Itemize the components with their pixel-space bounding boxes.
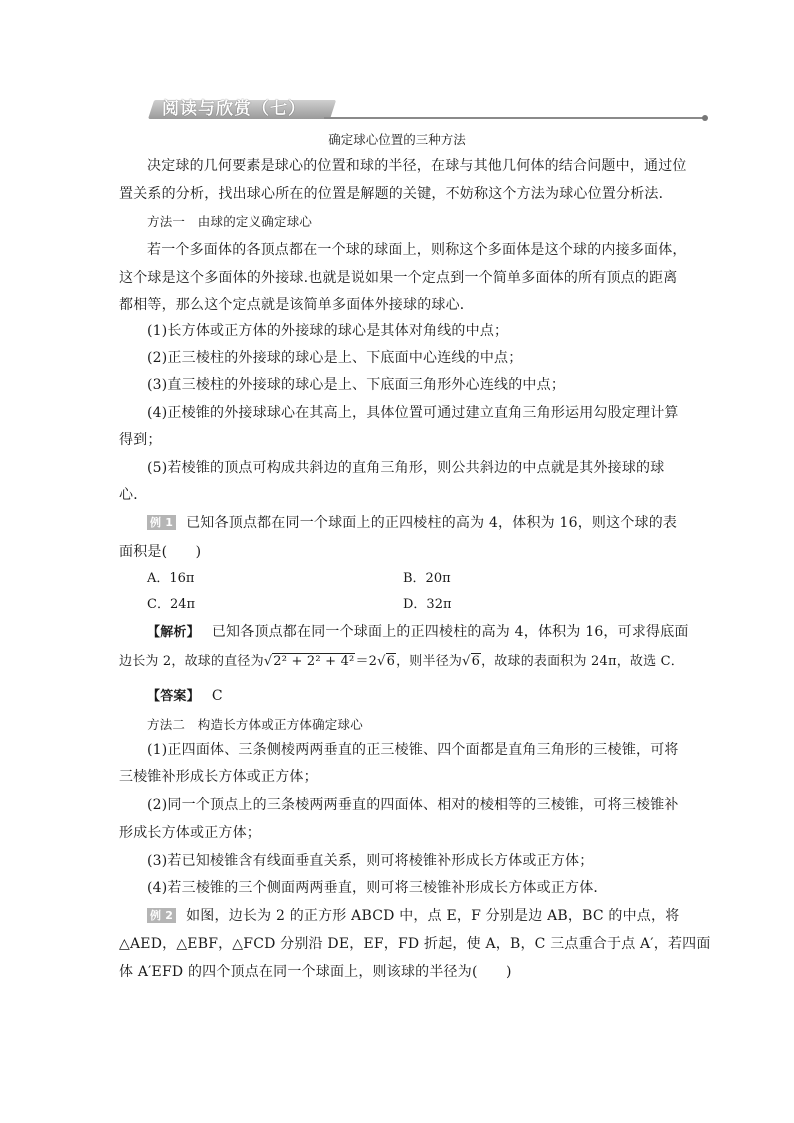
method1-para-2: 这个球是这个多面体的外接球.也就是说如果一个定点到一个简单多面体的所有顶点的距离 — [119, 270, 678, 286]
analysis-text-1: 已知各顶点都在同一个球面上的正四棱柱的高为 4，体积为 16，可求得底面 — [211, 624, 689, 640]
method1-para-3: 都相等，那么这个定点就是该简单多面体外接球的球心． — [119, 297, 474, 313]
example1-analysis-line-2 — [119, 652, 684, 672]
sqrt-symbol-3: √ — [462, 654, 471, 669]
header-title: 阅读与欣赏（七） — [162, 99, 306, 119]
method2-item-1-cont: 三棱锥补形成长方体或正方体； — [119, 769, 318, 785]
example1-analysis-line-1 — [147, 622, 707, 643]
header-rule — [324, 117, 704, 119]
intro-line-2: 置关系的分析，找出球心所在的位置是解题的关键，不妨称这个方法为球心位置分析法． — [119, 186, 673, 202]
analysis-text-2a: 边长为 2，故球的直径为 — [119, 654, 264, 669]
analysis-text-2b: ＝2 — [355, 654, 378, 669]
method1-item-3: (3)直三棱柱的外接球的球心是上、下底面三角形外心连线的中点； — [147, 377, 566, 393]
answer-label: 【答案】 — [147, 689, 200, 704]
example1-badge: 例 1 — [147, 515, 176, 530]
method2-item-2: (2)同一个顶点上的三条棱两两垂直的四面体、相对的棱相等的三棱锥，可将三棱锥补 — [147, 797, 679, 813]
example1-answer-line — [147, 686, 707, 707]
example1-question-line-2: 面积是( ) — [119, 544, 202, 560]
example1-option-c: C．24π — [147, 597, 196, 612]
method1-item-4-cont: 得到； — [119, 432, 162, 448]
example2-badge: 例 2 — [147, 908, 176, 923]
example1-option-a: A．16π — [147, 571, 195, 586]
sqrt-symbol: √ — [263, 654, 273, 669]
sqrt-symbol-2: √ — [377, 654, 386, 669]
method1-item-5: (5)若棱锥的顶点可构成共斜边的直角三角形，则公共斜边的中点就是其外接球的球 — [147, 460, 665, 476]
analysis-text-2d: ，故球的表面积为 24π，故选 C． — [481, 654, 684, 669]
analysis-text-2c: ，则半径为 — [396, 654, 463, 669]
method1-para-1: 若一个多面体的各顶点都在一个球的球面上，则称这个多面体是这个球的内接多面体， — [147, 242, 687, 258]
example2-text-1: 如图，边长为 2 的正方形 ABCD 中，点 E，F 分别是边 AB，BC 的中点，将 — [186, 908, 680, 924]
sqrt-six-2: 6 — [471, 654, 481, 669]
page-subtitle: 确定球心位置的三种方法 — [328, 132, 466, 147]
header-dot — [702, 115, 708, 121]
method1-item-5-cont: 心． — [119, 487, 148, 503]
intro-line-1: 决定球的几何要素是球心的位置和球的半径，在球与其他几何体的结合问题中，通过位 — [147, 158, 687, 174]
method2-item-2-cont: 形成长方体或正方体； — [119, 825, 261, 841]
example2-line-3: 体 A′EFD 的四个顶点在同一个球面上，则该球的半径为( ) — [119, 964, 512, 980]
example1-option-d: D．32π — [403, 597, 452, 612]
example1-option-b: B．20π — [403, 571, 451, 586]
sqrt-expression: 2² + 2² + 4² — [273, 654, 355, 669]
example1-question-line-1 — [147, 513, 707, 533]
method1-item-4: (4)正棱锥的外接球球心在其高上，具体位置可通过建立直角三角形运用勾股定理计算 — [147, 405, 679, 421]
method2-item-4: (4)若三棱锥的三个侧面两两垂直，则可将三棱锥补形成长方体或正方体． — [147, 880, 608, 896]
example1-question-text: 已知各顶点都在同一个球面上的正四棱柱的高为 4，体积为 16，则这个球的表 — [186, 515, 678, 531]
method2-item-1: (1)正四面体、三条侧棱两两垂直的正三棱锥、四个面都是直角三角形的三棱锥，可将 — [147, 742, 679, 758]
method1-title: 方法一 由球的定义确定球心 — [147, 214, 313, 229]
answer-value: C — [211, 688, 223, 704]
section-header — [148, 100, 708, 120]
example2-line-2: △AED，△EBF，△FCD 分别沿 DE，EF，FD 折起，使 A，B，C 三点重合于点 A′，若四面 — [119, 936, 711, 952]
method2-title: 方法二 构造长方体或正方体确定球心 — [147, 717, 363, 732]
analysis-label: 【解析】 — [147, 625, 200, 640]
method2-item-3: (3)若已知棱锥含有线面垂直关系，则可将棱锥补形成长方体或正方体； — [147, 853, 594, 869]
method1-item-1: (1)长方体或正方体的外接球的球心是其体对角线的中点； — [147, 323, 509, 339]
sqrt-six: 6 — [386, 654, 396, 669]
example2-line-1 — [147, 906, 707, 926]
method1-item-2: (2)正三棱柱的外接球的球心是上、下底面中心连线的中点； — [147, 350, 523, 366]
